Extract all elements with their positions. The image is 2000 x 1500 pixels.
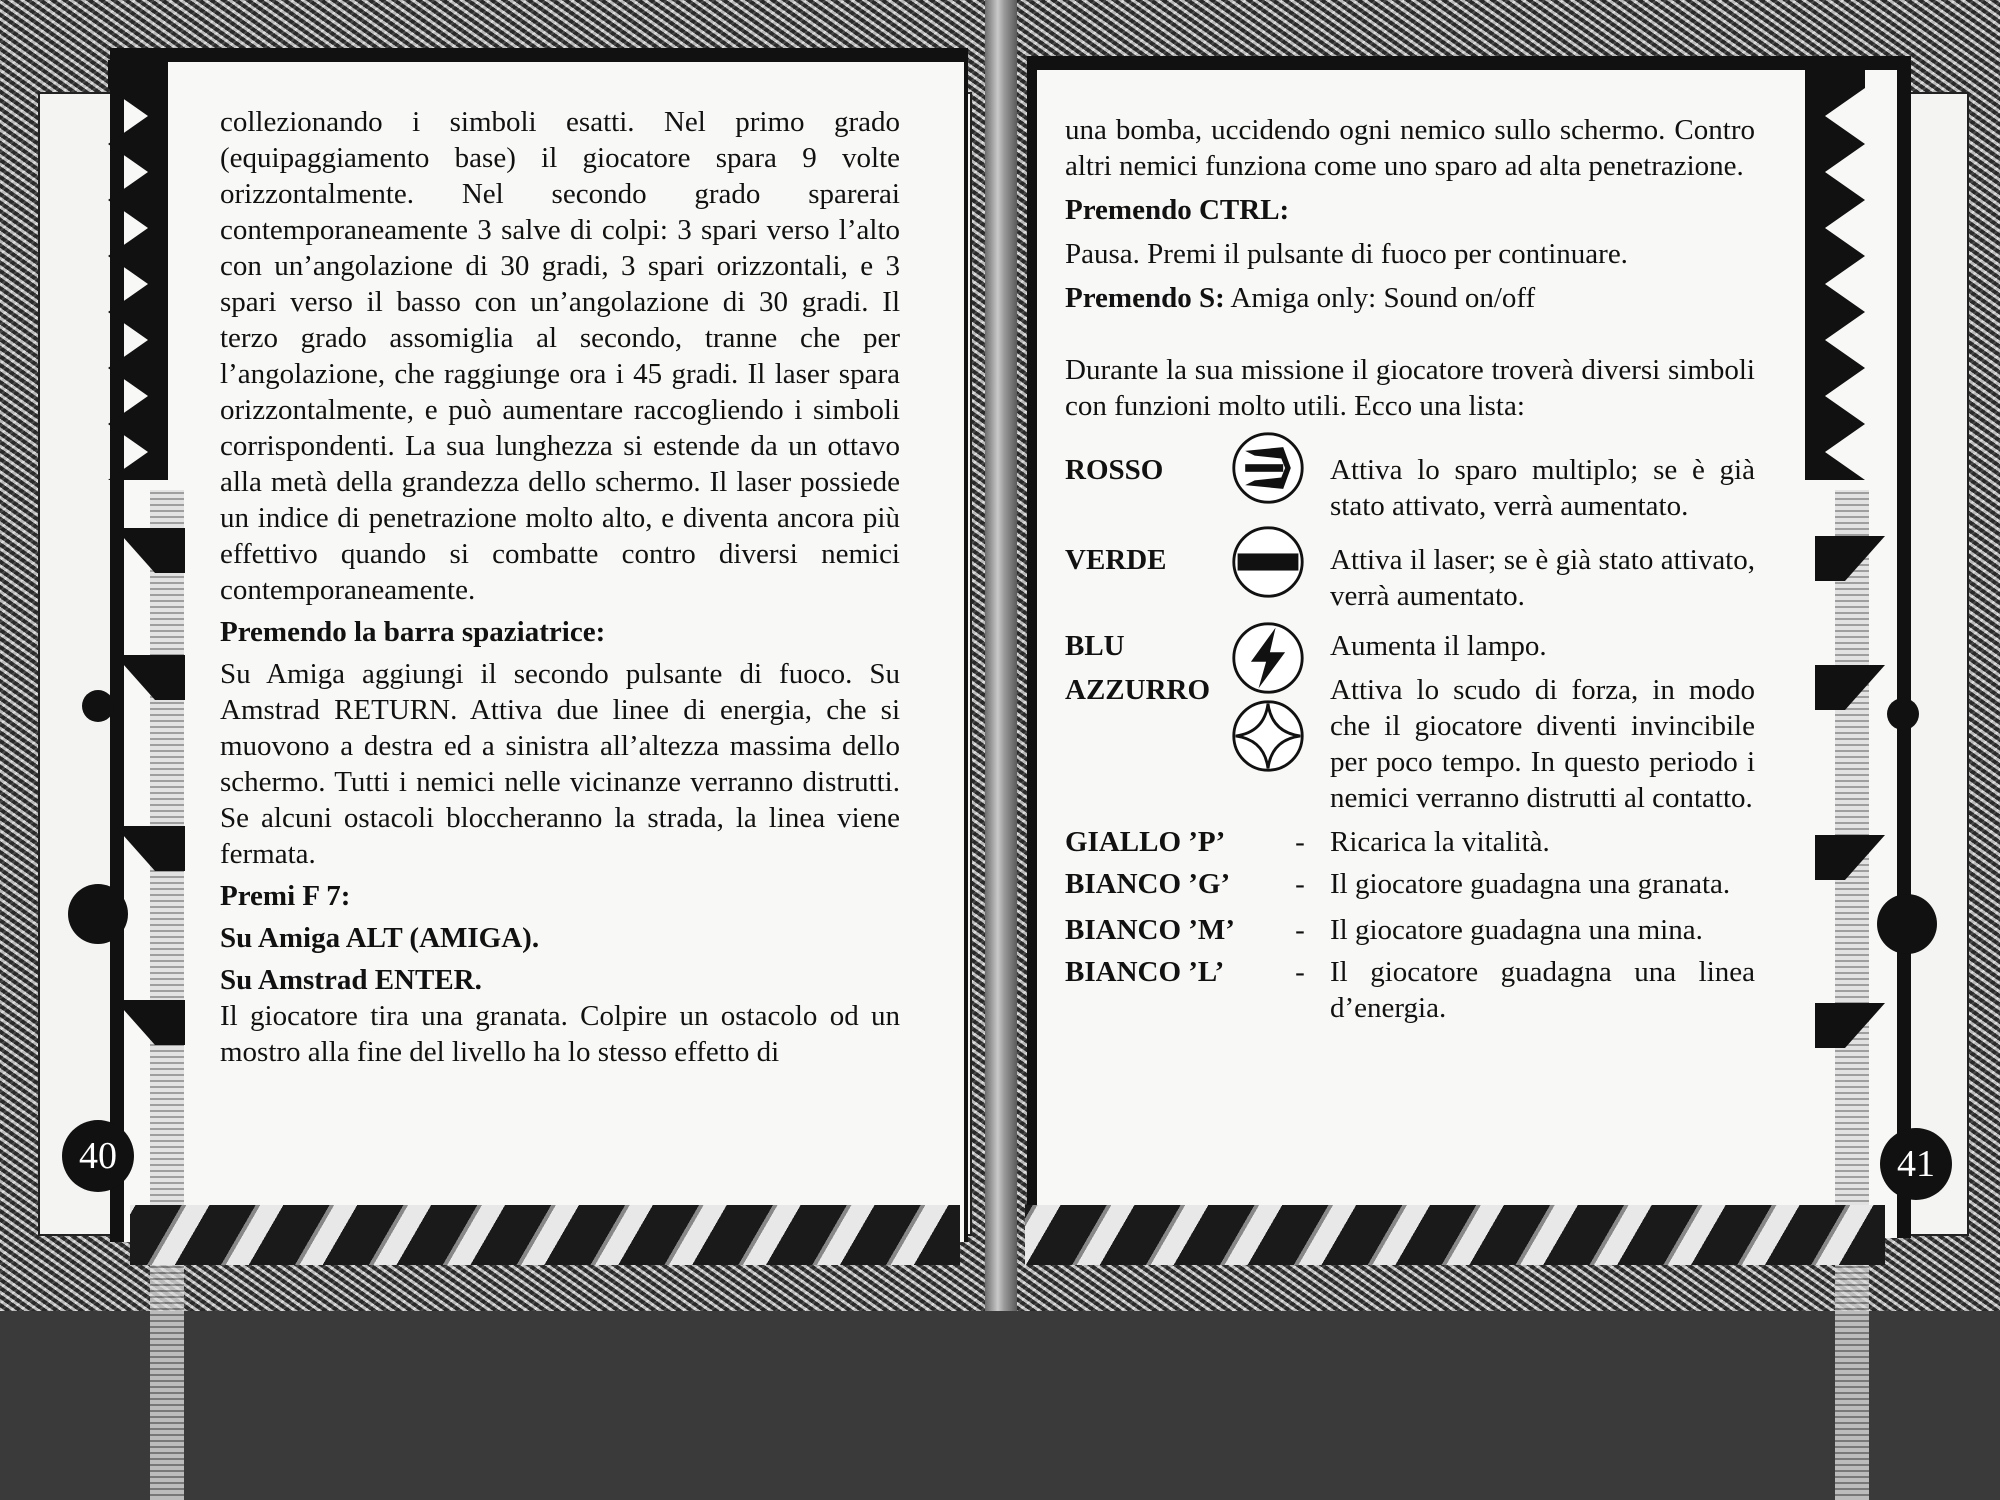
wedge-decoration xyxy=(1815,835,1885,885)
body-paragraph: Su Amiga aggiungi il secondo pulsante di fuoco. Su Amstrad RETURN. Attiva due linee di energia, che si muovono a destra ed a sinistra all’altezza massima dello schermo. Tutti i nemici nelle vicinanze verranno distrutti. Se alcuni ostacoli bloccheranno la strada, la linea viene fermata. xyxy=(220,658,900,870)
section-heading: Premi F 7: xyxy=(220,880,351,912)
list-item: AZZURRO Attiva lo scudo di forza, in modo che il giocatore diventi invincibile per poco tempo. In questo periodo i nemici verranno distrutti al contatto. xyxy=(1065,674,1755,814)
right-page-text xyxy=(1065,112,1755,1026)
sawtooth-decoration xyxy=(108,60,168,480)
wedge-decoration xyxy=(115,1000,185,1050)
wedge-decoration xyxy=(1815,665,1885,715)
section-heading: Su Amstrad ENTER. xyxy=(220,964,482,996)
list-item: BIANCO ’L’ - Il giocatore guadagna una linea d’energia. xyxy=(1065,956,1755,1024)
dot-decoration xyxy=(66,882,130,946)
body-paragraph: collezionando i simboli esatti. Nel primo grado (equipaggiamento base) il giocatore spara 9 volte orizzontalmente. Nel secondo grado sparerai contemporaneamente 3 salve di colpi: 3 spari verso l’alto con un’angolazione di 30 gradi, 3 spari orizzontali, e 3 spari verso il basso con un’angolazione di 30 gradi. Il terzo grado assomiglia al secondo, tranne che per l’angolazione, che raggiunge ora i 45 gradi. Il laser spara orizzontalmente, e può aumentare raccogliendo i simboli corrispondenti. La sua lunghezza si estende da un ottavo alla metà della grandezza dello schermo. Il laser possiede un indice di penetrazione molto alto, e diventa ancora più effettivo quando si combatte contro diversi nemici contemporaneamente. xyxy=(220,106,900,606)
shield-icon xyxy=(1230,698,1306,774)
list-item: BIANCO ’G’ - Il giocatore guadagna una granata. xyxy=(1065,868,1731,900)
wedge-decoration xyxy=(115,826,185,876)
list-item: BLU Aumenta il lampo. xyxy=(1065,628,1755,664)
laser-icon xyxy=(1230,524,1306,600)
dotted-strip xyxy=(150,490,184,1500)
striped-bottom-band xyxy=(130,1205,960,1265)
wedge-decoration xyxy=(115,655,185,705)
left-page-text xyxy=(220,104,900,1070)
body-paragraph: Durante la sua missione il giocatore troverà diversi simboli con funzioni molto utili. Ecco una lista: xyxy=(1065,354,1755,422)
list-item: ROSSO Attiva lo sparo multiplo; se è già stato attivato, verrà aumentato. xyxy=(1065,452,1755,524)
dotted-strip xyxy=(1835,490,1869,1500)
dot-decoration xyxy=(1875,892,1939,956)
left-page xyxy=(0,0,995,1311)
wedge-decoration xyxy=(1815,1003,1885,1053)
dot-decoration xyxy=(1885,696,1921,732)
section-heading: Su Amiga ALT (AMIGA). xyxy=(220,922,540,954)
dot-decoration xyxy=(80,688,116,724)
body-line: Pausa. Premi il pulsante di fuoco per continuare. xyxy=(1065,238,1628,270)
symbol-list xyxy=(1065,452,1755,1026)
right-page xyxy=(1005,0,2000,1311)
list-item: BIANCO ’M’ - Il giocatore guadagna una mina. xyxy=(1065,914,1703,946)
wedge-decoration xyxy=(115,528,185,578)
multi-shot-icon xyxy=(1230,430,1306,506)
list-item: GIALLO ’P’ - Ricarica la vitalità. xyxy=(1065,826,1550,858)
list-item: VERDE Attiva il laser; se è già stato attivato, verrà aumentato. xyxy=(1065,542,1755,614)
section-heading: Premendo S: Amiga only: Sound on/off xyxy=(1065,282,1536,314)
page-number: 40 xyxy=(62,1120,134,1192)
section-heading: Premendo CTRL: xyxy=(1065,194,1290,226)
wedge-decoration xyxy=(1815,536,1885,586)
body-paragraph: Il giocatore tira una granata. Colpire un ostacolo od un mostro alla fine del livello ha lo stesso effetto di xyxy=(220,1000,900,1068)
striped-bottom-band xyxy=(1025,1205,1885,1265)
page-number: 41 xyxy=(1880,1128,1952,1200)
body-paragraph: una bomba, uccidendo ogni nemico sullo schermo. Contro altri nemici funziona come uno sparo ad alta penetrazione. xyxy=(1065,114,1755,182)
sawtooth-decoration xyxy=(1805,60,1865,480)
section-heading: Premendo la barra spaziatrice: xyxy=(220,616,606,648)
